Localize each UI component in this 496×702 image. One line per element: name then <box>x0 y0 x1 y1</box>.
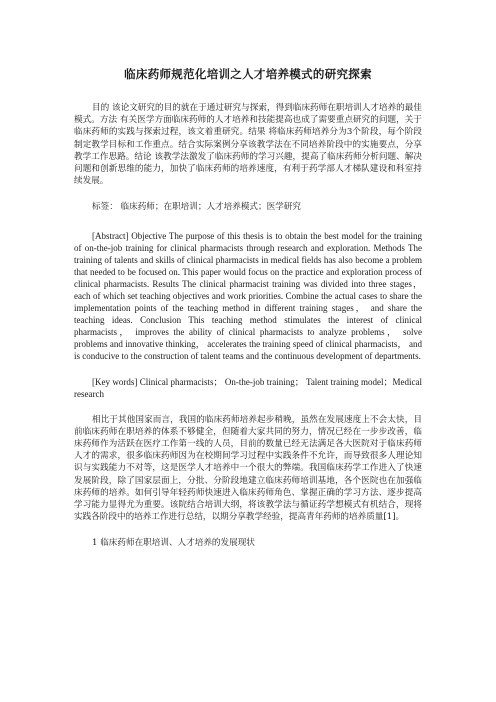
abstract-cn: 目的 该论文研究的目的就在于通过研究与探索，得到临床药师在职培训人才培养的最佳模式。方法 有关医学方面临床药师的人才培养和技能提高也成了需要重点研究的问题，关于临床药师的实践与探索过程，该文着重研究。结果 将临床药师培养分为3个阶段，每个阶段制定教学目标和工作重点。结合实际案例分享该教学法在不同培养阶段中的实施要点，分享教学工作思路。结论 该教学法激发了临床药师的学习兴趣，提高了临床药师分析问题、解决问题和创新思维的能力，加快了临床药师的培养速度，有利于药学部人才梯队建设和科室持续发展。 <box>74 103 422 187</box>
body-paragraph: 相比于其他国家而言，我国的临床药师培养起步稍晚，虽然在发展速度上不会太快，目前临床药师在职培养的体系不够健全，但随着大家共同的努力，情况已经在一步步改善，临床药师作为活跃在医疗工作第一线的人员，目前的数量已经无法满足各大医院对于临床药师人才的需求，很多临床药师因为在校期间学习过程中实践条件不允许，而导致很多人理论知识与实践能力不对等，这是医学人才培养中一个很大的弊端。我国临床药学工作进入了快速发展阶段，除了国家层面上，分批、分阶段地建立临床药师培训基地，各个医院也在加强临床药师的培养。如何引导年轻药师快速进入临床药师角色、掌握正确的学习方法、逐步提高学习能力显得尤为重要。该院结合培训大纲，将该教学法与循证药学想模式有机结合，现将实践各阶段中的培养工作进行总结，以期分享教学经验，提高青年药师的培养质量[1]。 <box>74 414 422 523</box>
section-heading: 1 临床药师在职培训、人才培养的发展现状 <box>92 538 255 549</box>
paper-title: 临床药师规范化培训之人才培养模式的研究探索 <box>124 67 372 81</box>
keywords-en: [Key words] Clinical pharmacists； On-the-job training； Talent training model；Medical research <box>74 376 422 399</box>
abstract-en: [Abstract] Objective The purpose of this thesis is to obtain the best model for the training of on-the-job training for clinical pharmacists through research and exploration. Methods The training of talents and skills of clinical pharmacists in medical fields has also become a problem that needed to be focused on. This paper would focus on the practice and exploration process of clinical pharmacists. Results The clinical pharmacist training was divided into three stages， each of which set teaching objectives and work priorities. Combine the actual cases to share the implementation points of the teaching method in different training stages， and share the teaching ideas. Conclusion This teaching method stimulates the interest of clinical pharmacists， improves the ability of clinical pharmacists to analyze problems， solve problems and innovative thinking， accelerates the training speed of clinical pharmacists， and is conducive to the construction of talent teams and the continuous development of departments. <box>74 230 422 361</box>
keywords-cn: 标签： 临床药师；在职培训；人才培养模式；医学研究 <box>92 202 301 213</box>
